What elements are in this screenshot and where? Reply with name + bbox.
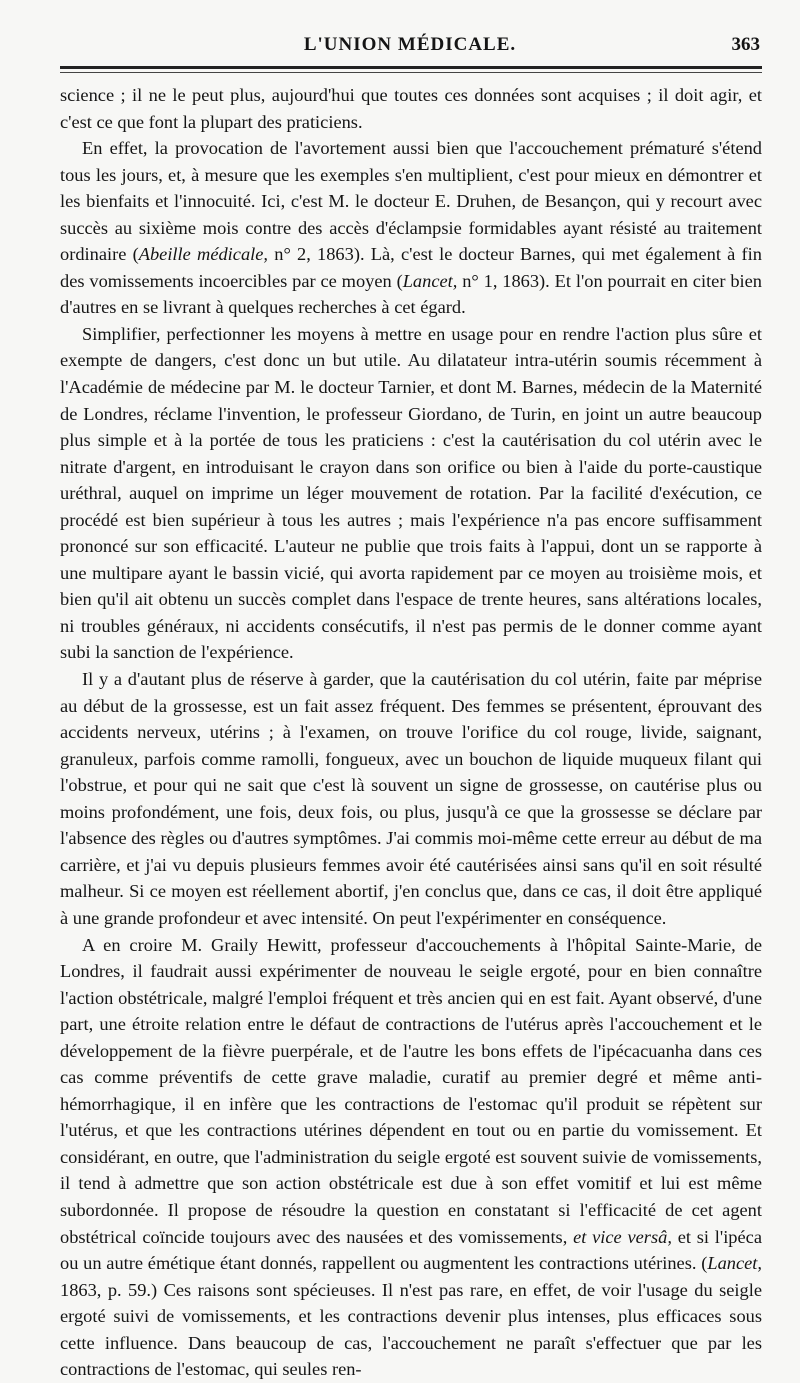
citation-text: et vice versâ, [573,1226,672,1247]
text-segment: En effet, la provocation de l'avortement aussi bien que l'accouchement prématuré s'étend tous les jours, et, à mesure que les exemples s'en multiplient, c'est pour mieux en démontrer et les bienfaits et l'innocuité. Ici, c'est M. le docteur E. Druhen, de Besançon, qui y recourt avec succès au sixième mois contre des accès d'éclampsie formidables ayant résisté au traitement ordinaire ( [60,138,762,265]
paragraph [60,82,762,135]
citation-text: Lancet, [707,1253,762,1274]
page-number: 363 [731,34,760,55]
paragraph [60,321,762,666]
running-title: L'UNION MÉDICALE. [303,34,517,55]
text-segment: science ; il ne le peut plus, aujourd'hui que toutes ces données sont acquises ; il doit agir, et c'est ce que font la plupart des praticiens. [60,85,762,132]
citation-text: Lancet, [402,270,458,291]
body-text [60,82,762,1383]
text-segment: n° 2, 1863). Là, c'est le docteur Barnes, qui met également à fin des vomissements incoercibles par ce moyen ( [60,244,762,291]
paragraph [60,932,762,1383]
page-header [60,34,760,64]
citation-text: Abeille médicale, [138,244,269,265]
header-rule-thin [60,72,762,73]
text-segment: Il y a d'autant plus de réserve à garder, que la cautérisation du col utérin, faite par méprise au début de la grossesse, est un fait assez fréquent. Des femmes se présentent, éprouvant des accidents nerveux, utérins ; à l'examen, on trouve l'orifice du col rouge, livide, saignant, granuleux, parfois comme ramolli, fongueux, avec un bouchon de liquide muqueux filant qui l'obstrue, et pour qui ne sait que c'est là souvent un signe de grossesse, on cautérise plus ou moins profondément, une fois, deux fois, ou plus, jusqu'à ce que la grossesse se déclare par l'absence des règles ou d'autres symptômes. J'ai commis moi-même cette erreur au début de ma carrière, et j'ai vu depuis plusieurs femmes avoir été cautérisées ainsi sans qu'il en soit résulté malheur. Si ce moyen est réellement abortif, j'en conclus que, dans ce cas, il doit être appliqué à une grande profondeur et avec intensité. On peut l'expérimenter en conséquence. [60,669,762,928]
header-rule [60,66,762,69]
paragraph [60,666,762,931]
text-segment: 1863, p. 59.) Ces raisons sont spécieuses. Il n'est pas rare, en effet, de voir l'usage du seigle ergoté suivi de vomissements, et les contractions devenir plus intenses, plus efficaces sous cette influence. Dans beaucoup de cas, l'accouchement ne paraît s'effectuer que par les contractions de l'estomac, qui seules ren- [60,1279,762,1380]
text-segment: Simplifier, perfectionner les moyens à mettre en usage pour en rendre l'action plus sûre et exempte de dangers, c'est donc un but utile. Au dilatateur intra-utérin soumis récemment à l'Académie de médecine par M. le docteur Tarnier, et dont M. Barnes, médecin de la Maternité de Londres, réclame l'invention, le professeur Giordano, de Turin, en joint un autre beaucoup plus simple et à la portée de tous les praticiens : c'est la cautérisation du col utérin avec le nitrate d'argent, en introduisant le crayon dans son orifice ou bien à l'aide du porte-caustique uréthral, auquel on imprime un léger mouvement de rotation. Par la facilité d'exécution, ce procédé est bien supérieur à tous les autres ; mais l'expérience n'a pas encore suffisamment prononcé sur son efficacité. L'auteur ne publie que trois faits à l'appui, dont un se rapporte à une multipare ayant le bassin vicié, qui avorta rapidement par ce moyen au troisième mois, et bien qu'il ait obtenu un succès complet dans l'espace de trente heures, sans altérations locales, ni troubles généraux, ni accidents consécutifs, il n'est pas permis de le donner comme ayant subi la sanction de l'expérience. [60,323,762,663]
text-segment: A en croire M. Graily Hewitt, professeur d'accouchements à l'hôpital Sainte-Marie, de Londres, il faudrait aussi expérimenter de nouveau le seigle ergoté, pour en bien connaître l'action obstétricale, malgré l'emploi fréquent et très ancien qui en est fait. Ayant observé, d'une part, une étroite relation entre le défaut de contractions de l'utérus après l'accouchement et le développement de la fièvre puerpérale, et de l'autre les bons effets de l'ipécacuanha dans ces cas comme préventifs de cette grave maladie, curatif au premier degré et même anti-hémorrhagique, il en infère que les contractions de l'estomac qu'il produit se répètent sur l'utérus, et que les contractions utérines dépendent en tout ou en partie du vomissement. Et considérant, en outre, que l'administration du seigle ergoté est souvent suivie de vomissements, il tend à admettre que son action obstétricale est due à son effet vomitif et lui est même subordonnée. Il propose de résoudre la question en constatant si l'efficacité de cet agent obstétrical coïncide toujours avec des nausées et des vomissements, [60,934,762,1247]
paragraph [60,135,762,321]
text-segment: n° 1, 1863). Et l'on pourrait en citer bien d'autres en se livrant à quelques recherches à cet égard. [60,270,762,318]
text-segment: et si l'ipéca ou un autre émétique étant donnés, rappellent ou augmentent les contractions utérines. ( [60,1226,762,1274]
